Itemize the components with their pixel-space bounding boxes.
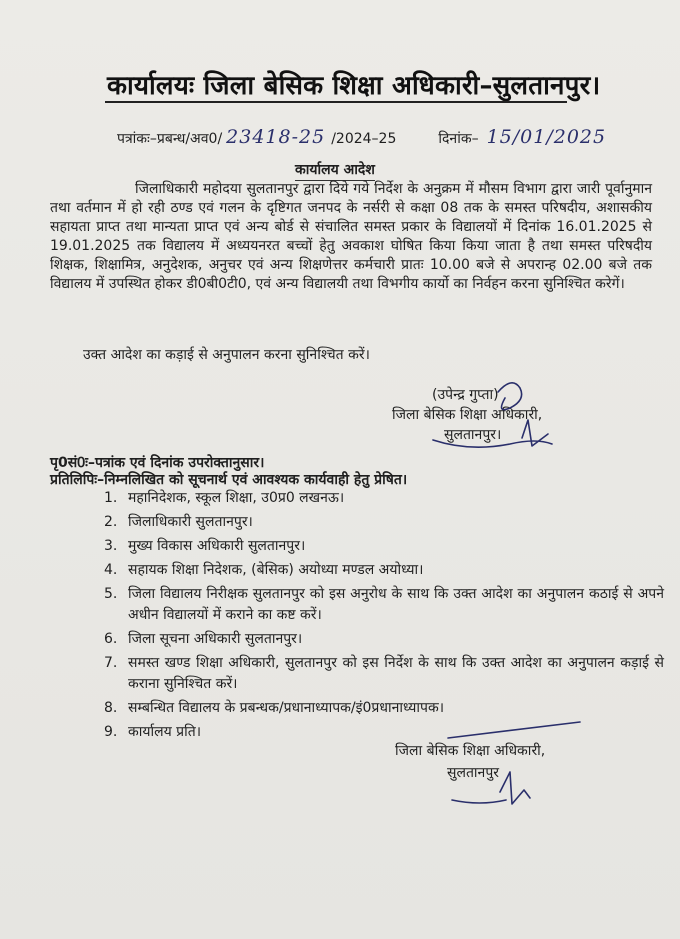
list-item-number: 6. [104,631,118,647]
list-item-number: 5. [104,586,118,602]
signatory-name: (उपेन्द्र गुप्ता) [432,387,499,403]
list-item-text: जिलाधिकारी सुलतानपुर। [128,514,253,530]
list-item [104,653,664,695]
list-item [104,698,664,719]
list-item-number: 2. [104,514,118,530]
list-item [104,584,664,626]
compliance-line: उक्त आदेश का कड़ाई से अनुपालन करना सुनिश्चित करें। [83,347,370,363]
list-item-text: सम्बन्धित विद्यालय के प्रबन्धक/प्रधानाध्यापक/इं0प्रधानाध्यापक। [128,700,445,716]
list-item-text: मुख्य विकास अधिकारी सुलतानपुर। [128,538,306,554]
signatory-designation: जिला बेसिक शिक्षा अधिकारी, [395,743,546,759]
list-item-number: 4. [104,562,118,578]
signature-block-secondary [395,740,545,784]
signatory-place: सुलतानपुर [447,765,500,781]
office-title: कार्यालयः जिला बेसिक शिक्षा अधिकारी–सुलतानपुर। [107,71,601,101]
list-item-text: समस्त खण्ड शिक्षा अधिकारी, सुलतानपुर को इस निर्देश के साथ कि उक्त आदेश का अनुपालन कड़ाई से कराना सुनिश्चित करें। [128,655,664,692]
reference-number: 23418-25 [226,126,326,148]
order-body: जिलाधिकारी महोदया सुलतानपुर द्वारा दिये गये निर्देश के अनुक्रम में मौसम विभाग द्वारा जारी पूर्वानुमान तथा वर्तमान में हो रही ठण्ड एवं गलन के दृष्टिगत जनपद के नर्सरी से कक्षा 08 तक के समस्त परिषदीय, अशासकीय सहायता प्राप्त तथा मान्यता प्राप्त एवं अन्य बोर्ड से संचालित समस्त प्रकार के विद्यालयों में दिनांक 16.01.2025 से 19.01.2025 तक विद्यालय में अध्ययनरत बच्चों हेतु अवकाश घोषित किया किया जाता है तथा समस्त परिषदीय शिक्षक, शिक्षामित्र, अनुदेशक, अनुचर एवं अन्य शिक्षणेत्तर कर्मचारी प्रातः 10.00 बजे से अपरान्ह 02.00 बजे तक विद्यालय में उपस्थित होकर डी0बी0टी0, एवं अन्य विद्यालयी तथा विभगीय कार्यो का निर्वहन करना सुनिश्चित करेगें। [50,181,652,292]
list-item-number: 1. [104,490,118,506]
list-item-text: जिला सूचना अधिकारी सुलतानपुर। [128,631,303,647]
reference-prefix: पत्रांकः–प्रबन्ध/अव0/ [117,131,223,147]
signatory-place: सुलतानपुर। [444,427,502,443]
distribution-list [104,488,664,746]
list-item [104,629,664,650]
signature-block-primary [392,385,542,445]
list-item-text: जिला विद्यालय निरीक्षक सुलतानपुर को इस अनुरोध के साथ कि उक्त आदेश का अनुपालन कठाई से अपने अधीन विद्यालयों में कराने का कष्ट करें। [128,586,664,623]
signature-stroke-secondary-underline [452,800,506,803]
list-item-text: महानिदेशक, स्कूल शिक्षा, उ0प्र0 लखनऊ। [128,490,345,506]
list-item-number: 7. [104,655,118,671]
list-item [104,488,664,509]
list-item [104,536,664,557]
reference-line [117,126,606,148]
list-item-number: 3. [104,538,118,554]
title-underline [105,101,567,103]
list-item-text: कार्यालय प्रति। [128,724,202,740]
date-label: दिनांक– [438,131,479,147]
copy-to-heading: प्रतिलिपिः–निम्नलिखित को सूचनार्थ एवं आवश्यक कार्यवाही हेतु प्रेषित। [50,472,408,488]
date-value: 15/01/2025 [486,126,607,148]
order-heading: कार्यालय आदेश [295,160,375,181]
list-item [104,512,664,533]
signatory-designation: जिला बेसिक शिक्षा अधिकारी, [392,407,543,423]
list-item [104,560,664,581]
reference-year: /2024–25 [331,131,397,147]
endorsement-reference: पृ0सं0ः–पत्रांक एवं दिनांक उपरोक्तानुसार। [50,455,265,471]
list-item-number: 9. [104,724,118,740]
list-item-number: 8. [104,700,118,716]
list-item-text: सहायक शिक्षा निदेशक, (बेसिक) अयोध्या मण्डल अयोध्या। [128,562,424,578]
list-item [104,722,664,743]
